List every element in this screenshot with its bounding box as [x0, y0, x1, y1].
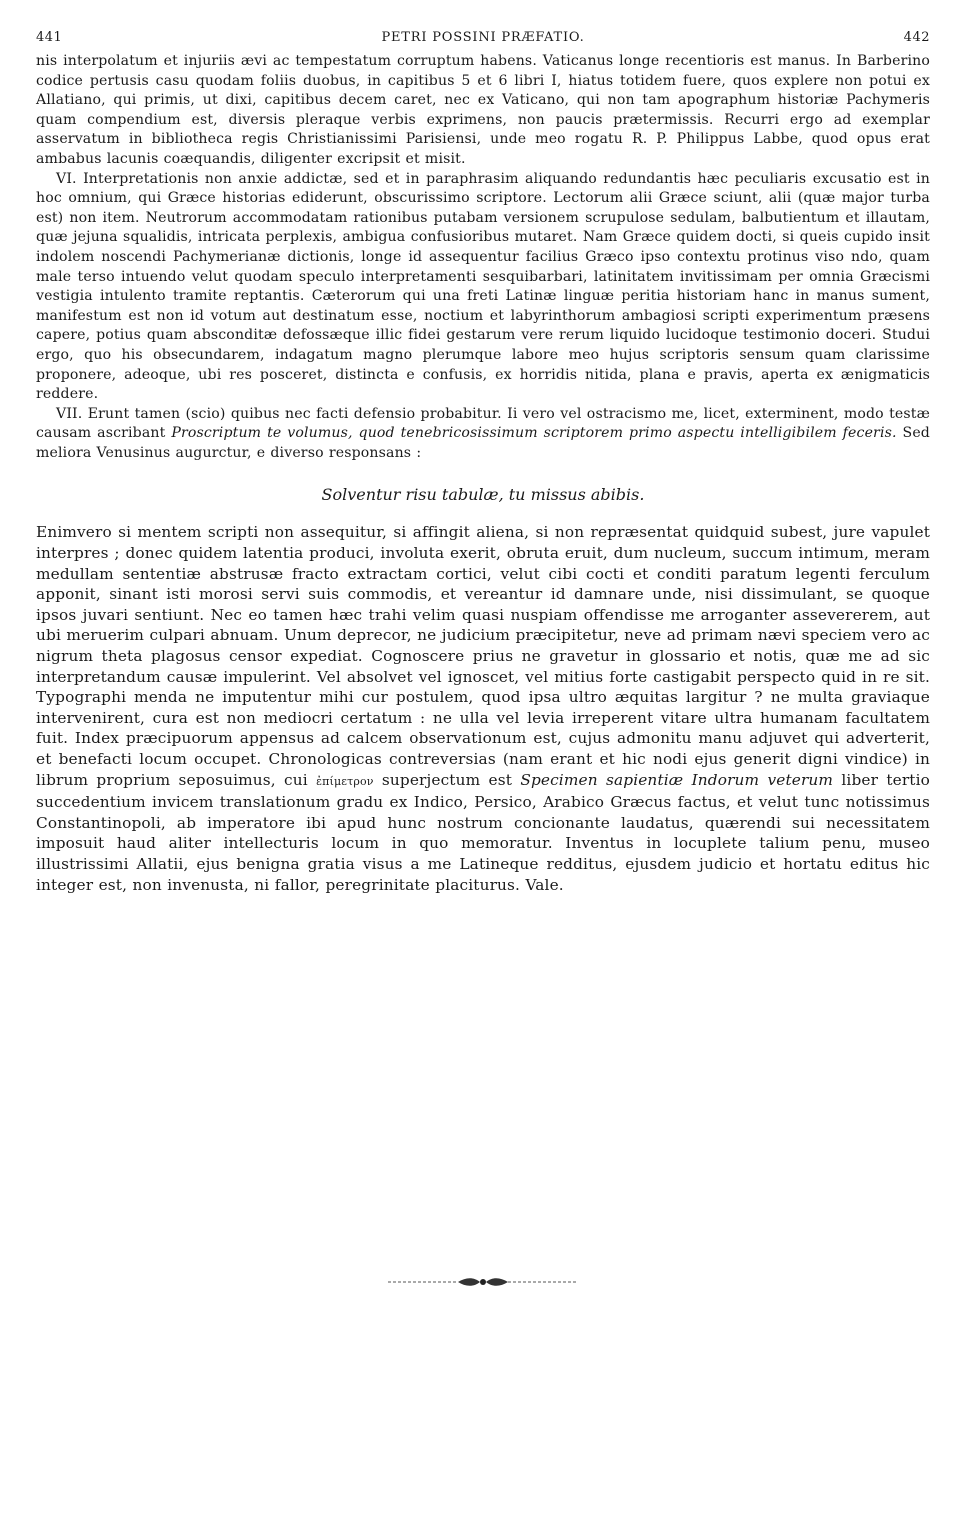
closing-part-2: superjectum est — [373, 770, 521, 789]
section-7-text-end: Sed meliora Venusinus augurctur, e diverso responsans : — [36, 425, 930, 461]
section-7-text-start: VII. Erunt tamen (scio) quibus nec facti defensio probabitur. Ii vero vel ostracismo me, licet, exterminent, modo testæ causam ascribant — [36, 405, 930, 442]
closing-paragraph — [36, 522, 930, 895]
closing-part-1: Enimvero si mentem scripti non assequitur, si affingit aliena, si non repræsentat quidquid subest, jure vapulet interpres ; donec quidem latentia produci, involuta exerit, obruta eruit, dum nucleum, succum intimum, meram medullam sententiæ abstrusæ fracto extractam cortici, velut cibi cocti et conditi paratum legenti ferculum apponit, sinant isti morosi servi suis commodis, et vereantur id damnare unde, nisi dissimulant, se quoque ipsos juvari sentiunt. Nec eo tamen hæc trahi velim quasi nuspiam offendisse me arroganter assevererem, aut ubi meruerim culpari abnuam. Unum deprecor, ne judicium præcipitetur, neve ad primam nævi speciem vero ac nigrum theta plagosus censor expediat. Cognoscere prius ne gravetur in glossario et notis, quæ me ad sic interpretandum causæ impulerint. Vel absolvet vel ignoscet, vel mitius forte castigabit perspecto quid in re sit. Typographi menda ne imputentur mihi cur postulem, quod ipsa ultro æquitas largitur ? ne multa graviaque intervenirent, cura est non mediocri certatum : ne ulla vel levia irreperent vitare ultra humanam facultatem fuit. Index præcipuorum appensus ad calcem observationum est, cujus admonitu manu adjuvet qui adverterit, et benefacti locum occupet. Chronologicas contreversias (nam erant et hic nodi ejus generit digni vindice) in librum proprium seposuimus, cui — [36, 523, 930, 789]
greek-word: ἐπίμετρον — [316, 774, 374, 788]
section-7-paragraph — [36, 405, 930, 464]
intro-paragraph: nis interpolatum et injuriis ævi ac tempestatum corruptum habens. Vaticanus longe recentioris est manus. In Barberino codice pertusis casu quodam foliis duobus, in capitibus 5 et 6 libri I, hiatus totidem fuere, quos explere non potui ex Allatiano, qui primis, ut dixi, capitibus decem caret, nec ex Vaticano, qui non tam apographum historiæ Pachymeris quam compendium est, diversis pleraque verbis exprimens, non paucis prætermissis. Recurri ergo ad exemplar asservatum in bibliotheca regis Christianissimi Parisiensi, unde meo rogatu R. P. Philippus Labbe, quod opus erat ambabus lacunis coæquandis, diligenter excripsit et misit. — [36, 53, 930, 167]
right-page-number: 442 — [903, 30, 930, 45]
running-title: PETRI POSSINI PRÆFATIO. — [381, 30, 585, 45]
closing-italic-title: Specimen sapientiæ Indorum veterum — [520, 770, 834, 789]
section-7-italic-quote: Proscriptum te volumus, quod tenebricosissimum scriptorem primo aspectu intelligibilem feceris. — [171, 425, 897, 442]
closing-part-3: liber tertio succedentium invicem translationum gradu ex Indico, Persico, Arabico Græcus factus, et velut tunc notissimus Constantinopoli, ab imperatore ibi apud hunc nostrum concionante laudatus, quærendi sui necessitatem imposuit haud aliter intellecturis locum in quo memoratur. Inventus in locuplete talium penu, museo illustrissimi Allatii, ejus benigna gratia visus a me Latineque redditus, ejusdem judicio et hortatu editus hic integer est, non invenusta, ni fallor, peregrinitate placiturus. Vale. — [36, 770, 930, 894]
small-print-block — [36, 52, 930, 463]
verse-quotation: Solventur risu tabulæ, tu missus abibis. — [321, 485, 645, 505]
ornamental-rule — [36, 1275, 930, 1289]
running-header — [36, 30, 930, 52]
ornament-icon — [388, 1275, 578, 1289]
section-6-paragraph: VI. Interpretationis non anxie addictæ, sed et in paraphrasim aliquando redundantis hæc peculiaris excusatio est in hoc omnium, qui Græce historias ediderunt, obscurissimo scriptore. Lectorum alii Græce sciunt, alii (quæ major turba est) non item. Neutrorum accommodatam rationibus putabam versionem scrupulose sedulam, balbutientum et illautam, quæ jejuna squalidis, intricata perplexis, ambigua confusioribus mutaret. Nam Græce quidem docti, si queis cupido insit indolem noscendi Pachymerianæ dictionis, longe id assequentur facilius Græco ipso contextu protinus viso ndo, quam male terso intuendo velut quodam speculo interpretamenti sesquibarbari, latinitatem invitissimam per omnia Græcismi vestigia intulento tramite reptantis. Cæterorum qui una freti Latinæ linguæ peritia historiam hanc in manus sument, manifestum est non id votum aut destinatum esse, noctium et labyrinthorum ambagiosi scripti experimentum præsens capere, potius quam absconditæ defossæque illic fidei gestarum vere rerum liquido lucidoque testimonio doceri. Studui ergo, quo his obsecundarem, indagatum magno plerumque labore meo hujus scriptoris sensum quam clarissime proponere, adeoque, ubi res posceret, distincta e confusis, ex horridis nitida, plana e pravis, aperta ex ænigmaticis reddere. — [36, 170, 930, 403]
left-page-number: 441 — [36, 30, 63, 45]
